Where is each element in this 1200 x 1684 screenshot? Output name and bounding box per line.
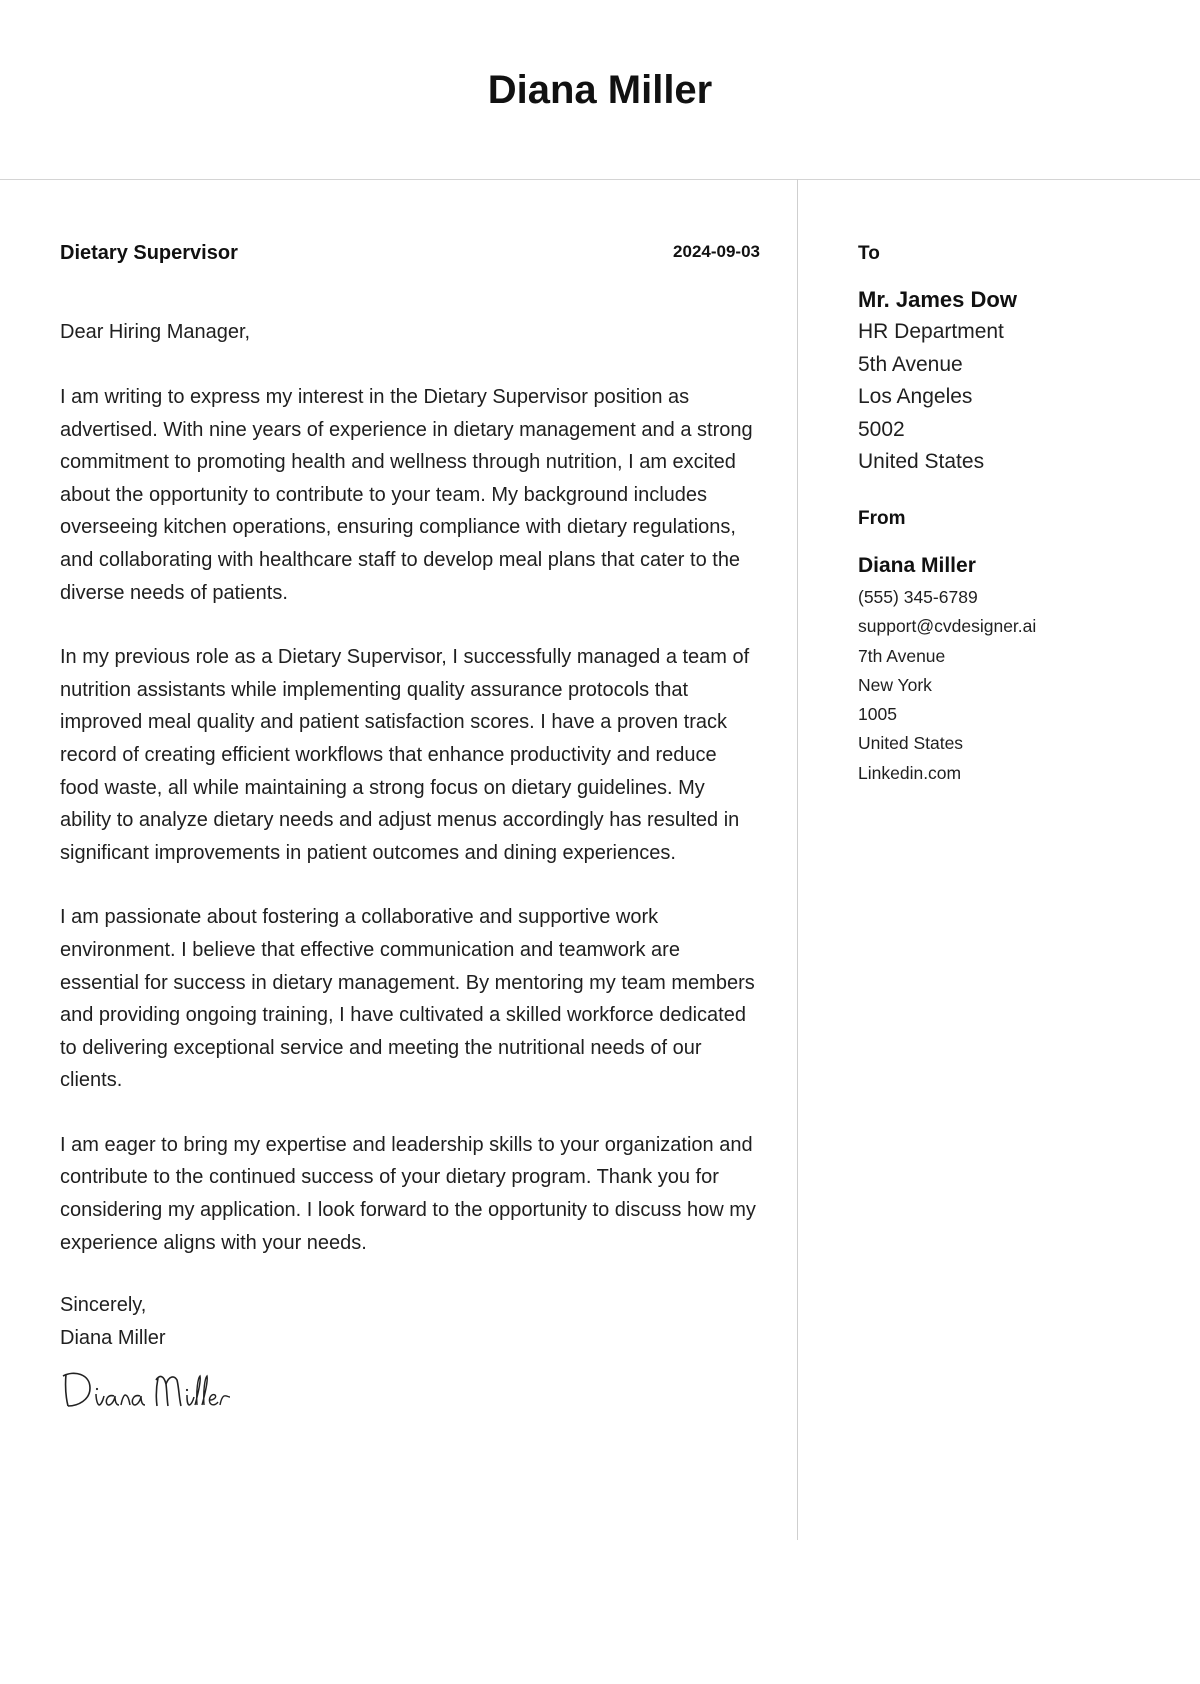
sender-street: 7th Avenue: [858, 645, 946, 666]
recipient-city: Los Angeles: [858, 385, 973, 409]
address-sidebar: [858, 240, 1178, 788]
recipient-name: Mr. James Dow: [858, 287, 1017, 312]
applicant-name: Diana Miller: [487, 68, 713, 112]
paragraph-3: I am passionate about fostering a collaborative and supportive work environment. I believe that effective communication and teamwork are essential for success in dietary management. By mentoring my team members and providing ongoing training, I have cultivated a skilled workforce dedicated to delivering exceptional service and meeting the nutritional needs of our clients.: [60, 906, 755, 1092]
recipient-zip: 5002: [858, 417, 905, 441]
recipient-country: United States: [858, 450, 985, 474]
closing-block: [60, 1289, 760, 1354]
paragraph-1: I am writing to express my interest in the Dietary Supervisor position as advertised. With nine years of experience in dietary management and a strong commitment to promoting health and wellness through nutrition, I am excited about the opportunity to contribute to your team. My background includes overseeing kitchen operations, ensuring compliance with dietary regulations, and collaborating with healthcare staff to develop meal plans that cater to the diverse needs of patients.: [60, 386, 753, 604]
sender-website-link[interactable]: Linkedin.com: [858, 762, 962, 783]
sender-name: Diana Miller: [858, 553, 976, 577]
column-divider: [797, 179, 798, 1540]
sender-zip: 1005: [858, 704, 897, 725]
letter-meta-row: [60, 238, 760, 272]
paragraph-2: In my previous role as a Dietary Supervisor, I successfully managed a team of nutrition assistants while implementing quality assurance protocols that improved meal quality and patient satisfaction scores. I have a proven track record of creating efficient workflows that enhance productivity and reduce food waste, all while maintaining a strong focus on dietary guidelines. My ability to analyze dietary needs and adjust menus accordingly has resulted in significant improvements in patient outcomes and dining experiences.: [60, 646, 750, 864]
page-header: [0, 0, 1200, 180]
to-label: To: [858, 243, 880, 264]
handwritten-signature: [60, 1364, 760, 1420]
closing-phrase: Sincerely,: [60, 1294, 147, 1317]
salutation: Dear Hiring Manager,: [60, 321, 251, 343]
from-label: From: [858, 507, 906, 529]
sender-email[interactable]: support@cvdesigner.ai: [858, 616, 1037, 637]
recipient-street: 5th Avenue: [858, 352, 963, 376]
letter-body: [60, 238, 760, 1420]
letter-date: 2024-09-03: [673, 242, 760, 261]
sender-phone: (555) 345-6789: [858, 586, 978, 607]
recipient-department: HR Department: [858, 320, 1004, 343]
job-title: Dietary Supervisor: [60, 242, 238, 264]
sender-city: New York: [858, 674, 932, 695]
closing-name: Diana Miller: [60, 1326, 166, 1349]
signature-graphic: [60, 1364, 240, 1414]
sender-country: United States: [858, 733, 964, 754]
paragraph-4: I am eager to bring my expertise and leadership skills to your organization and contribute to the continued success of your dietary program. Thank you for considering my application. I look forward to the opportunity to discuss how my experience aligns with your needs.: [60, 1133, 756, 1254]
